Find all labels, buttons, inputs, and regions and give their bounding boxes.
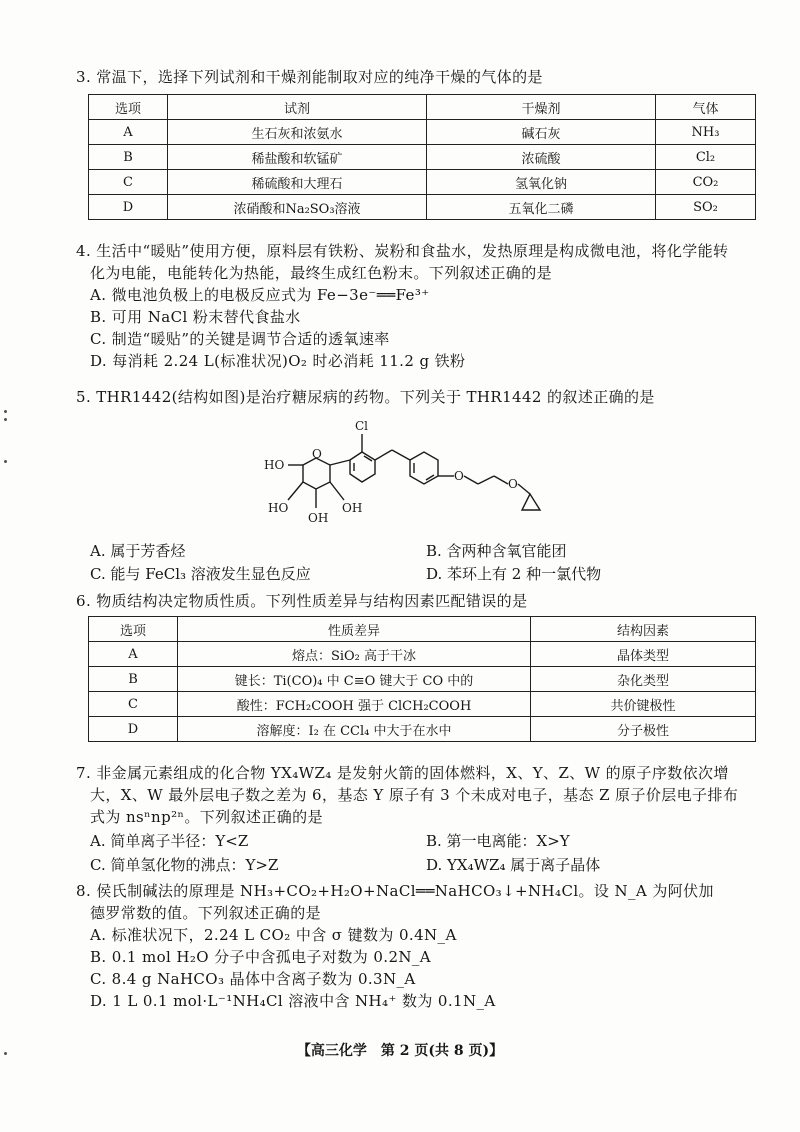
q6-cell: C [89, 692, 178, 717]
q3-cell: 稀盐酸和软锰矿 [168, 145, 427, 170]
q8-stem-line2: 德罗常数的值。下列叙述正确的是 [90, 904, 322, 922]
q6-cell: A [89, 642, 178, 667]
q3-cell: D [89, 195, 168, 220]
q4-option-a: A. 微电池负极上的电极反应式为 Fe−3e⁻══Fe³⁺ [90, 286, 430, 304]
q6-table [88, 616, 756, 742]
page-footer: 【高三化学 第 2 页(共 8 页)】 [296, 1043, 504, 1059]
q6-cell: 共价键极性 [531, 692, 756, 717]
q3-cell: CO₂ [656, 170, 756, 195]
q6-cell: 键长：Ti(CO)₄ 中 C≡O 键大于 CO 中的 [178, 667, 531, 692]
q8-option-c: C. 8.4 g NaHCO₃ 晶体中含离子数为 0.3N_A [90, 970, 416, 988]
q3-table [88, 94, 756, 220]
mol-label-ho-2: HO [268, 501, 289, 515]
q7-stem-line3: 式为 nsⁿnp²ⁿ。下列叙述正确的是 [90, 808, 323, 826]
q6-cell: 酸性：FCH₂COOH 强于 ClCH₂COOH [178, 692, 531, 717]
scan-mark [4, 410, 7, 413]
scan-mark [4, 460, 7, 463]
q5-option-b: B. 含两种含氧官能团 [426, 542, 567, 560]
table-row [89, 667, 756, 692]
q7-option-b: B. 第一电离能：X>Y [426, 832, 570, 850]
q8-stem-line1: 8. 侯氏制碱法的原理是 NH₃+CO₂+H₂O+NaCl══NaHCO₃↓+NH₄Cl。设 N_A 为阿伏加 [76, 882, 714, 900]
scan-mark [4, 418, 7, 421]
q3-cell: Cl₂ [656, 145, 756, 170]
q3-cell: 浓硫酸 [427, 145, 656, 170]
table-row [89, 692, 756, 717]
q4-stem-line2: 化为电能，电能转化为热能，最终生成红色粉末。下列叙述正确的是 [90, 264, 553, 282]
q3-cell: B [89, 145, 168, 170]
q3-cell: 浓硝酸和Na₂SO₃溶液 [168, 195, 427, 220]
q7-option-c: C. 简单氢化物的沸点：Y>Z [90, 856, 279, 874]
q6-cell: 晶体类型 [531, 642, 756, 667]
q3-cell: C [89, 170, 168, 195]
q3-cell: 氢氧化钠 [427, 170, 656, 195]
q3-header-gas: 气体 [656, 95, 756, 120]
question-3-stem [76, 66, 756, 88]
q4-stem-line1: 4. 生活中“暖贴”使用方便，原料层有铁粉、炭粉和食盐水，发热原理是构成微电池，将化学能转 [76, 242, 729, 260]
q3-cell: 五氧化二磷 [427, 195, 656, 220]
question-6-stem [76, 590, 756, 612]
thr1442-structure [258, 412, 568, 530]
q7-stem-line2: 大，X、W 最外层电子数之差为 6，基态 Y 原子有 3 个未成对电子，基态 Z 原子价层电子排布 [90, 786, 739, 804]
question-4 [76, 240, 756, 372]
table-row [89, 170, 756, 195]
mol-label-oh-2: OH [342, 501, 363, 515]
q6-cell: 杂化类型 [531, 667, 756, 692]
table-row [89, 120, 756, 145]
q5-option-d: D. 苯环上有 2 种一氯代物 [426, 565, 602, 583]
q8-option-d: D. 1 L 0.1 mol·L⁻¹NH₄Cl 溶液中含 NH₄⁺ 数为 0.1N_A [90, 992, 496, 1010]
q6-header-factor: 结构因素 [531, 617, 756, 642]
mol-label-ring-o: O [312, 447, 322, 461]
q8-option-b: B. 0.1 mol H₂O 分子中含孤电子对数为 0.2N_A [90, 948, 432, 966]
q3-cell: 碱石灰 [427, 120, 656, 145]
table-row [89, 145, 756, 170]
q3-cell: 生石灰和浓氨水 [168, 120, 427, 145]
q6-cell: 溶解度：I₂ 在 CCl₄ 中大于在水中 [178, 717, 531, 742]
q5-option-c: C. 能与 FeCl₃ 溶液发生显色反应 [90, 565, 311, 583]
q3-cell: NH₃ [656, 120, 756, 145]
q4-option-c: C. 制造“暖贴”的关键是调节合适的透氧速率 [90, 330, 390, 348]
q3-header-desiccant: 干燥剂 [427, 95, 656, 120]
mol-label-cl: Cl [355, 419, 369, 433]
q4-option-d: D. 每消耗 2.24 L(标准状况)O₂ 时必消耗 11.2 g 铁粉 [90, 352, 466, 370]
table-row [89, 195, 756, 220]
q6-header-property: 性质差异 [178, 617, 531, 642]
question-8 [76, 880, 756, 1012]
q3-cell: 稀硫酸和大理石 [168, 170, 427, 195]
q3-cell: SO₂ [656, 195, 756, 220]
mol-label-o-2: O [508, 477, 518, 491]
q4-option-b: B. 可用 NaCl 粉末替代食盐水 [90, 308, 301, 326]
q7-option-a: A. 简单离子半径：Y<Z [90, 832, 249, 850]
q8-option-a: A. 标准状况下，2.24 L CO₂ 中含 σ 键数为 0.4N_A [90, 926, 457, 944]
q7-stem-line1: 7. 非金属元素组成的化合物 YX₄WZ₄ 是发射火箭的固体燃料，X、Y、Z、W 的原子序数依次增 [76, 764, 729, 782]
q6-table-header [89, 617, 756, 642]
q6-cell: 分子极性 [531, 717, 756, 742]
q7-option-d: D. YX₄WZ₄ 属于离子晶体 [426, 856, 601, 874]
q5-option-a: A. 属于芳香烃 [90, 542, 186, 560]
q6-cell: B [89, 667, 178, 692]
question-7 [76, 762, 756, 828]
table-row [89, 717, 756, 742]
mol-label-ho-1: HO [264, 458, 285, 472]
q3-cell: A [89, 120, 168, 145]
q5-stem-text: 5. THR1442(结构如图)是治疗糖尿病的药物。下列关于 THR1442 的叙述正确的是 [76, 388, 655, 406]
q6-cell: D [89, 717, 178, 742]
q6-header-option: 选项 [89, 617, 178, 642]
table-row [89, 642, 756, 667]
q3-stem-text: 3. 常温下，选择下列试剂和干燥剂能制取对应的纯净干燥的气体的是 [76, 68, 543, 86]
q6-cell: 熔点：SiO₂ 高于干冰 [178, 642, 531, 667]
scan-mark [4, 1052, 7, 1055]
q6-stem-text: 6. 物质结构决定物质性质。下列性质差异与结构因素匹配错误的是 [76, 592, 528, 610]
question-5-stem [76, 386, 756, 408]
q3-header-reagent: 试剂 [168, 95, 427, 120]
mol-label-oh-1: OH [308, 511, 329, 525]
q3-header-option: 选项 [89, 95, 168, 120]
q3-table-header [89, 95, 756, 120]
mol-label-o-1: O [454, 469, 464, 483]
